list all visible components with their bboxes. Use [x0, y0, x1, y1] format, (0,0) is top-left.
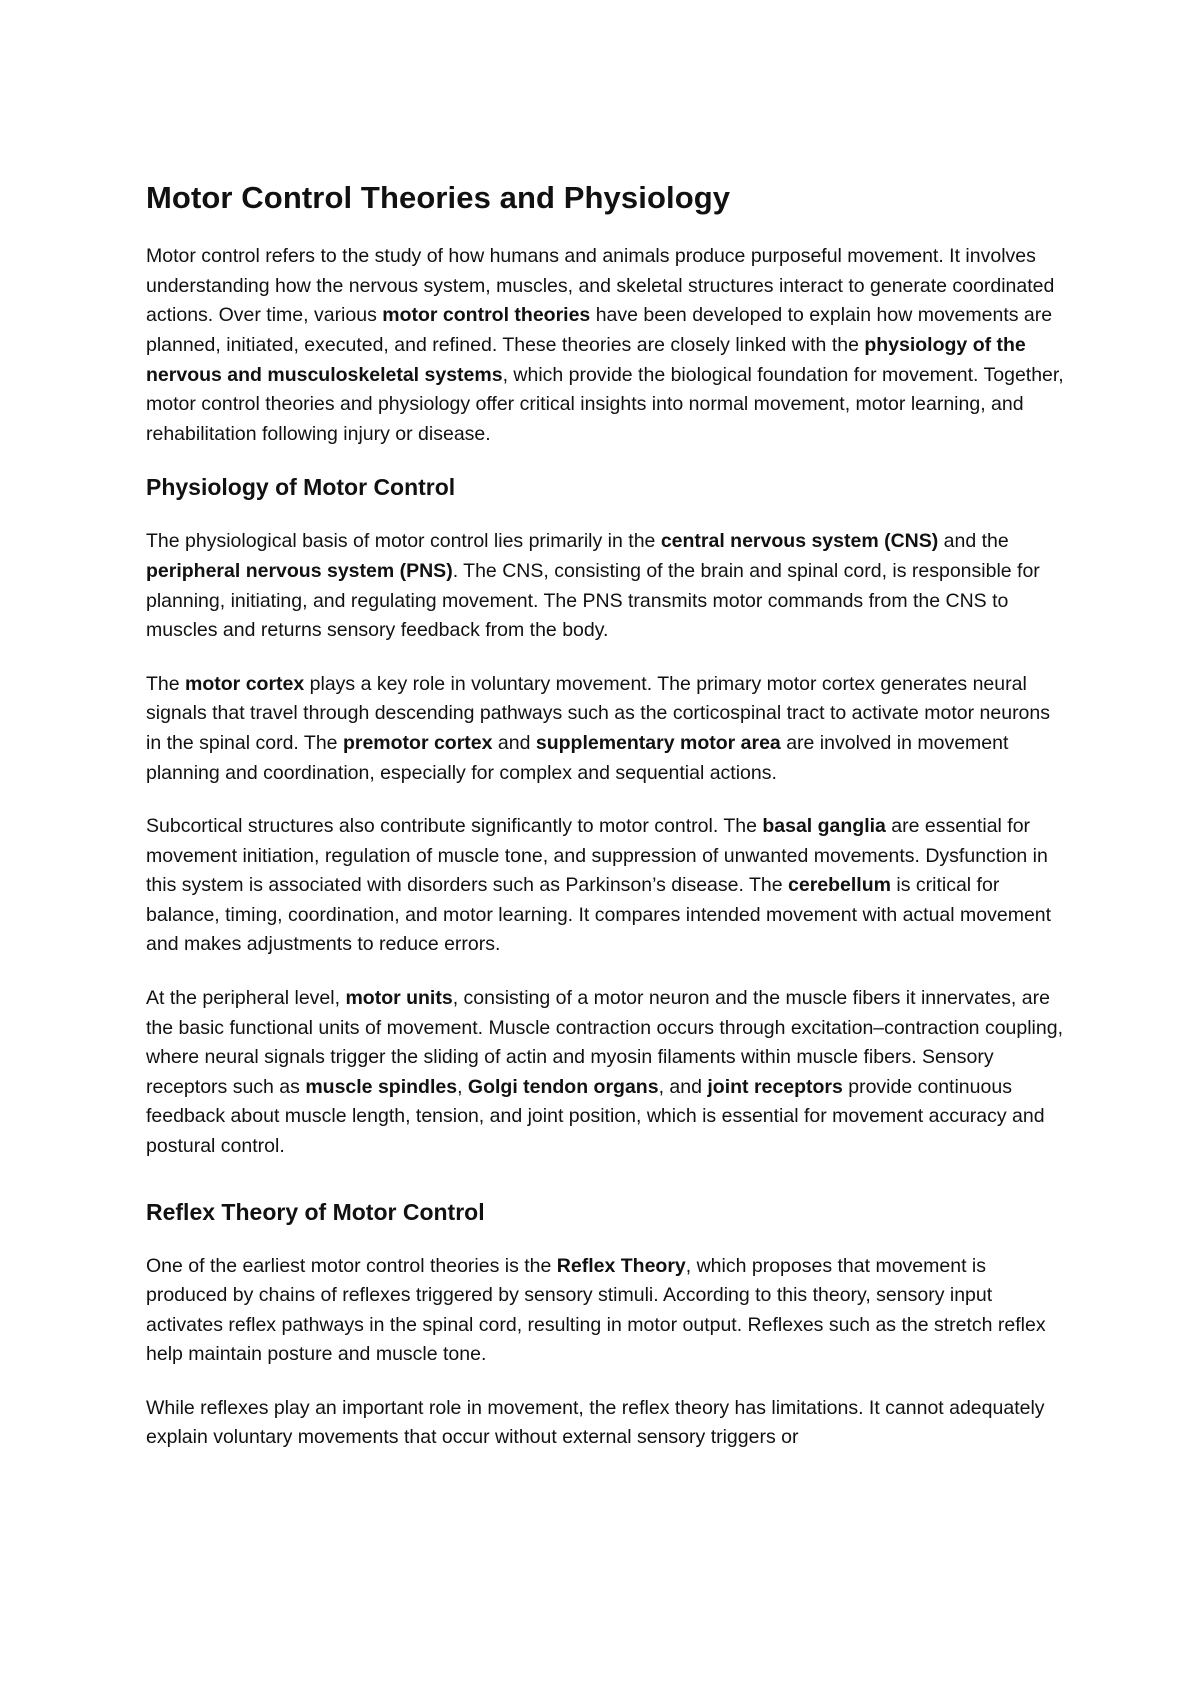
text-run: and — [492, 731, 536, 754]
text-run: , which provide the biological foundation for movement. Together, motor control theories and physiology offer critical insights into normal movement, motor learning, and rehabilitation following injury or disease. — [146, 363, 1064, 445]
text-run: is critical for balance, timing, coordination, and motor learning. It compares intended movement with actual movement and makes adjustments to reduce errors. — [146, 874, 1052, 956]
emphasis-motor-units: motor units — [345, 987, 453, 1010]
section-heading-reflex-theory: Reflex Theory of Motor Control — [146, 1198, 485, 1225]
intro-paragraph — [146, 242, 1066, 449]
paragraph-reflex-limitations — [146, 1394, 1066, 1453]
emphasis-cerebellum: cerebellum — [788, 874, 891, 897]
emphasis-premotor-cortex: premotor cortex — [342, 731, 493, 754]
emphasis-physiology-systems: physiology of the nervous and musculoskeletal systems — [146, 334, 1026, 386]
text-run: , — [457, 1075, 468, 1098]
emphasis-cns: central nervous system (CNS) — [660, 530, 939, 553]
text-run: are essential for movement initiation, regulation of muscle tone, and suppression of unwanted movements. Dysfunction in this system is associated with disorders such as Parkinson’s disease. The — [146, 815, 1048, 897]
text-run: . The CNS, consisting of the brain and spinal cord, is responsible for planning, initiating, and regulating movement. The PNS transmits motor commands from the CNS to muscles and returns sensory feedback from the body. — [146, 559, 1040, 642]
text-run: The physiological basis of motor control lies primarily in the — [146, 530, 661, 553]
text-run: , which proposes that movement is produced by chains of reflexes triggered by sensory stimuli. According to this theory, sensory input activates reflex pathways in the spinal cord, resulting in motor output. Reflexes such as the stretch reflex help maintain posture and muscle tone. — [146, 1254, 1046, 1366]
emphasis-pns: peripheral nervous system (PNS) — [146, 559, 453, 582]
emphasis-reflex-theory: Reflex Theory — [556, 1254, 686, 1277]
text-run: Subcortical structures also contribute significantly to motor control. The — [146, 815, 763, 838]
text-run: and the — [938, 530, 1009, 553]
text-run: , consisting of a motor neuron and the muscle fibers it innervates, are the basic functional units of movement. Muscle contraction occurs through excitation–contraction coupling, where neural signals trigger the sliding of actin and myosin filaments within muscle fibers. Sensory receptors such as — [146, 987, 1063, 1098]
emphasis-motor-control-theories: motor control theories — [382, 304, 591, 327]
paragraph-cns-pns — [146, 527, 1066, 645]
emphasis-muscle-spindles: muscle spindles — [305, 1075, 458, 1098]
text-run: provide continuous feedback about muscle length, tension, and joint position, which is essential for movement accuracy and postural control. — [146, 1075, 1045, 1158]
emphasis-supplementary-motor-area: supplementary motor area — [535, 731, 781, 754]
paragraph-subcortical — [146, 812, 1066, 960]
text-run: The — [146, 672, 186, 695]
text-run: have been developed to explain how movements are planned, initiated, executed, and refined. These theories are closely linked with the — [146, 304, 1053, 357]
text-run: At the peripheral level, — [146, 987, 346, 1010]
paragraph-reflex-theory — [146, 1252, 1066, 1370]
paragraph-motor-cortex — [146, 670, 1066, 788]
emphasis-basal-ganglia: basal ganglia — [762, 815, 886, 838]
text-run: While reflexes play an important role in movement, the reflex theory has limitations. It cannot adequately explain voluntary movements that occur without external sensory triggers or — [146, 1396, 1045, 1449]
text-run: One of the earliest motor control theories is the — [146, 1254, 557, 1277]
emphasis-motor-cortex: motor cortex — [185, 672, 305, 695]
text-run: are involved in movement planning and coordination, especially for complex and sequential actions. — [146, 731, 1009, 784]
paragraph-peripheral — [146, 984, 1066, 1162]
text-run: Motor control refers to the study of how humans and animals produce purposeful movement. It involves understanding how the nervous system, muscles, and skeletal structures interact to generate coordinated actions. Over time, various — [146, 245, 1055, 327]
emphasis-joint-receptors: joint receptors — [707, 1075, 843, 1098]
document-page — [146, 178, 1066, 1477]
emphasis-golgi-tendon-organs: Golgi tendon organs — [467, 1075, 659, 1098]
section-heading-physiology: Physiology of Motor Control — [146, 474, 456, 501]
text-run: , and — [658, 1075, 708, 1098]
text-run: plays a key role in voluntary movement. The primary motor cortex generates neural signals that travel through descending pathways such as the corticospinal tract to activate motor neurons in the spinal cord. The — [146, 672, 1050, 754]
document-title: Motor Control Theories and Physiology — [146, 180, 731, 215]
